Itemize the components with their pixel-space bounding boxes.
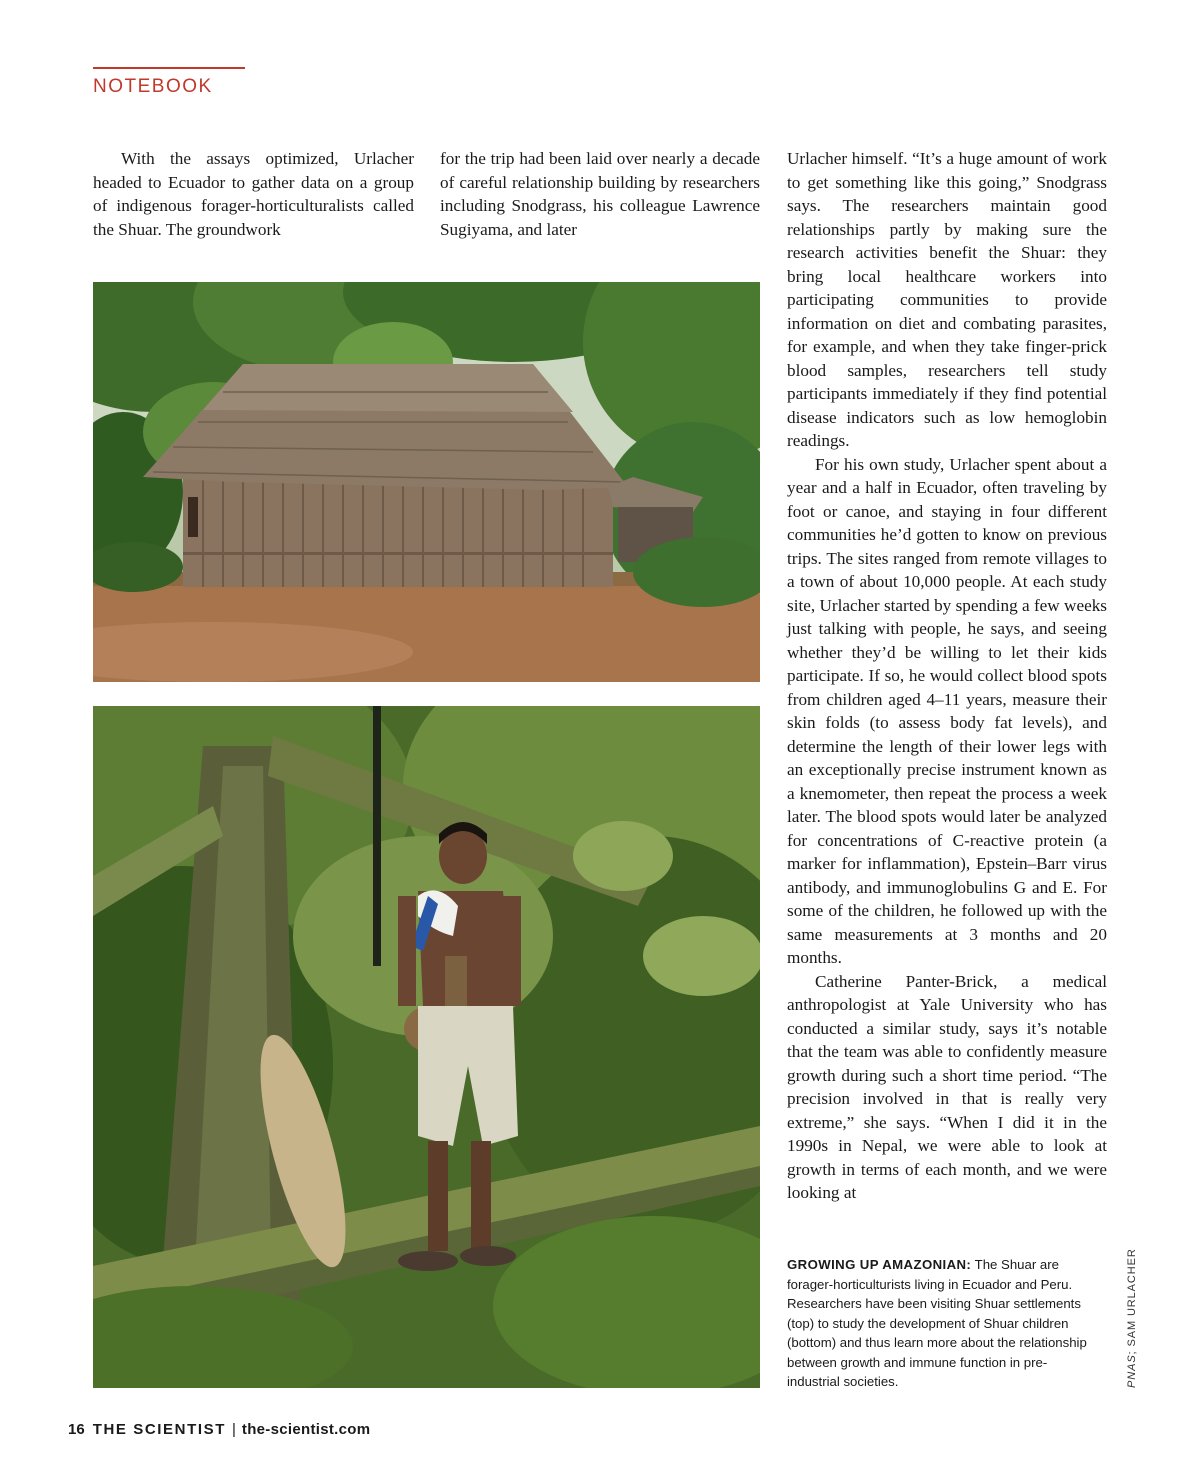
shuar-child-illustration <box>93 706 760 1388</box>
caption-body: The Shuar are forager-horticulturists living in Ecuador and Peru. Researchers have been visiting Shuar settlements (top) to study the development of Shuar children (bottom) and thus learn more about the relationship between growth and immune function in pre-industrial societies. <box>787 1257 1087 1389</box>
credit-photographer: ; SAM URLACHER <box>1126 1248 1138 1355</box>
credit-source: PNAS <box>1126 1354 1138 1388</box>
section-label: NOTEBOOK <box>93 76 213 97</box>
shuar-child-photo <box>93 706 760 1388</box>
shuar-settlement-photo <box>93 282 760 682</box>
article-column-2 <box>440 147 760 241</box>
photo-credit <box>1126 1248 1138 1388</box>
website-url: the-scientist.com <box>241 1421 371 1438</box>
article-paragraph: Urlacher himself. “It’s a huge amount of work to get something like this going,” Snodgrass says. The researchers maintain good relationships partly by making sure the research activities benefit the Shuar: they bring local healthcare workers into participating communities to provide information on diet and combating parasites, for example, and when they take finger-prick blood samples, researchers tell study participants immediately if they find potential disease indicators such as low hemoglobin readings. <box>787 149 1107 450</box>
footer-separator: | <box>232 1421 236 1438</box>
article-column-3 <box>787 147 1107 1205</box>
shuar-settlement-illustration <box>93 282 760 682</box>
article-paragraph: for the trip had been laid over nearly a decade of careful relationship building by researchers including Snodgrass, his colleague Lawrence Sugiyama, and later <box>440 149 760 239</box>
page-number: 16 <box>68 1421 85 1438</box>
magazine-name: THE SCIENTIST <box>92 1421 226 1438</box>
page-footer <box>68 1421 370 1438</box>
caption-title: GROWING UP AMAZONIAN: <box>787 1257 972 1272</box>
section-rule <box>93 67 245 69</box>
article-paragraph: With the assays optimized, Urlacher headed to Ecuador to gather data on a group of indigenous forager-horticulturalists called the Shuar. The groundwork <box>93 149 414 239</box>
article-column-1 <box>93 147 414 241</box>
article-paragraph: For his own study, Urlacher spent about a year and a half in Ecuador, often traveling by foot or canoe, and staying in four different communities he’d gotten to know on previous trips. The sites ranged from remote villages to a town of about 10,000 people. At each study site, Urlacher started by spending a few weeks just talking with people, he says, and seeing whether they’d be willing to let their kids participate. If so, he would collect blood spots from children aged 4–11 years, measure their skin folds (to assess body fat levels), and determine the length of their lower legs with an exceptionally precise instrument known as a knemometer, then repeat the process a week later. The blood spots would later be analyzed for concentrations of C-reactive protein (a marker for inflammation), Epstein–Barr virus antibody, and immunoglobulins G and E. For some of the children, he followed up with the same measurements at 3 months and 20 months. <box>787 454 1107 967</box>
photo-caption <box>787 1255 1087 1392</box>
article-paragraph: Catherine Panter-Brick, a medical anthropologist at Yale University who has conducted a similar study, says it’s notable that the team was able to confidently measure growth during such a short time period. “The precision involved in that is really very extreme,” she says. “When I did it in the 1990s in Nepal, we were able to look at growth in terms of each month, and we were looking at <box>787 971 1107 1202</box>
